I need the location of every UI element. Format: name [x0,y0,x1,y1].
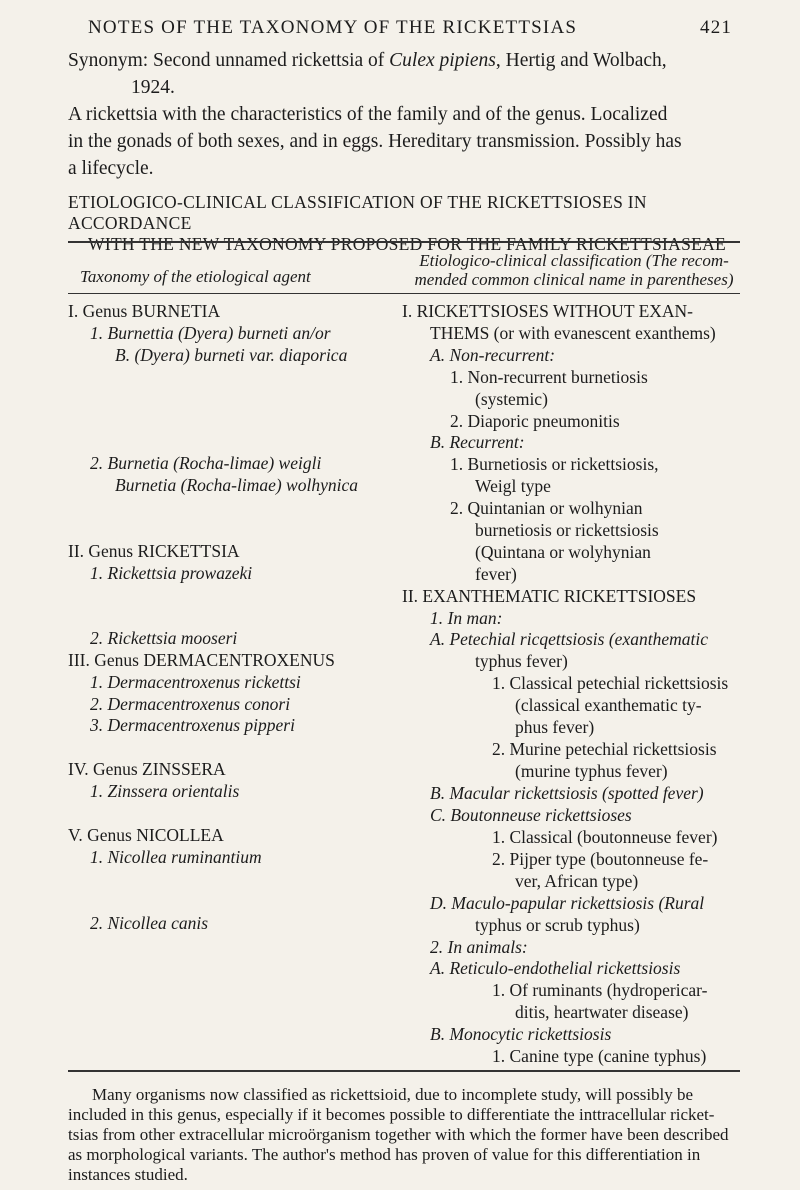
list-item: C. Boutonneuse rickettsioses [430,805,632,825]
para-line: Many organisms now classified as rickettsioid, due to incomplete study, will possibly be [92,1085,694,1104]
list-item: 2. In animals: [430,937,528,957]
list-item: III. Genus DERMACENTROXENUS [68,650,335,670]
intro-line: in the gonads of both sexes, and in eggs. Hereditary transmission. Possibly has [68,131,682,152]
list-item: 2. Nicollea canis [90,913,209,933]
list-item: 1. In man: [430,608,503,628]
intro-line: Synonym: Second unnamed rickettsia of Culex pipiens, Hertig and Wolbach, [68,50,667,71]
list-item: A. Non-recurrent: [430,345,556,365]
table-top-rule [68,241,740,243]
para-line: as morphological variants. The author's method has proven of value for this differentiation in [68,1145,701,1164]
list-item: 1. Of ruminants (hydropericar- [492,980,708,1000]
list-item: V. Genus NICOLLEA [68,825,224,845]
right-column-header: Etiologico-clinical classification (The recom- mended common clinical name in parentheses) [414,251,734,289]
table-bottom-rule [68,1070,740,1072]
list-item: 1. Burnetiosis or rickettsiosis, [450,454,659,474]
list-item: IV. Genus ZINSSERA [68,759,226,779]
list-item: THEMS (or with evanescent exanthems) [430,323,716,343]
list-item: 3. Dermacentroxenus pipperi [90,715,295,735]
list-item: B. Recurrent: [430,432,525,452]
list-item: (classical exanthematic ty- [515,695,702,715]
list-item: 1. Canine type (canine typhus) [492,1046,707,1066]
list-item: Burnetia (Rocha-limae) wolhynica [115,475,358,495]
closing-paragraph [68,1085,738,1185]
para-line: included in this genus, especially if it becomes possible to differentiate the inttracellular ricket- [68,1105,715,1124]
intro-line: 1924. [131,77,175,98]
running-title: NOTES OF THE TAXONOMY OF THE RICKETTSIAS [88,17,578,38]
intro-paragraph [68,47,738,182]
list-item: 2. Murine petechial rickettsiosis [492,739,717,759]
list-item: 2. Rickettsia mooseri [90,628,238,648]
list-item: 1. Nicollea ruminantium [90,847,262,867]
list-item: D. Maculo-papular rickettsiosis (Rural [430,893,705,913]
list-item: typhus fever) [475,651,568,671]
list-item: fever) [475,564,517,584]
list-item: 1. Classical (boutonneuse fever) [492,827,718,847]
list-item: ditis, heartwater disease) [515,1002,689,1022]
list-item: 1. Zinssera orientalis [90,781,240,801]
intro-line: A rickettsia with the characteristics of the family and of the genus. Localized [68,104,668,125]
list-item: 1. Rickettsia prowazeki [90,563,253,583]
list-item: 1. Classical petechial rickettsiosis [492,673,729,693]
list-item: (Quintana or wolyhynian [475,542,651,562]
list-item: 2. Pijper type (boutonneuse fe- [492,849,709,869]
list-item: II. Genus RICKETTSIA [68,541,240,561]
list-item: B. Macular rickettsiosis (spotted fever) [430,783,704,803]
list-item: phus fever) [515,717,595,737]
list-item: 1. Burnettia (Dyera) burneti an/or [90,323,331,343]
list-item: typhus or scrub typhus) [475,915,640,935]
list-item: Weigl type [475,476,551,496]
list-item: 2. Burnetia (Rocha-limae) weigli [90,453,322,473]
list-item: 2. Quintanian or wolhynian [450,498,643,518]
page-number: 421 [700,17,733,38]
list-item: II. EXANTHEMATIC RICKETTSIOSES [402,586,697,606]
list-item: A. Petechial ricqettsiosis (exanthematic [430,629,708,649]
list-item: burnetiosis or rickettsiosis [475,520,659,540]
list-item: 2. Diaporic pneumonitis [450,411,620,431]
table-header-rule [68,293,740,294]
left-column-header: Taxonomy of the etiological agent [80,267,311,286]
list-item: I. Genus BURNETIA [68,301,221,321]
para-line: instances studied. [68,1165,188,1184]
list-item: I. RICKETTSIOSES WITHOUT EXAN- [402,301,693,321]
list-item: B. (Dyera) burneti var. diaporica [115,345,348,365]
list-item: (systemic) [475,389,548,409]
list-item: 1. Dermacentroxenus rickettsi [90,672,301,692]
list-item: A. Reticulo-endothelial rickettsiosis [430,958,681,978]
list-item: (murine typhus fever) [515,761,668,781]
list-item: 1. Non-recurrent burnetiosis [450,367,648,387]
intro-line: a lifecycle. [68,158,154,179]
para-line: tsias from other extracellular microörganism together with which the former have been described [68,1125,729,1144]
list-item: 2. Dermacentroxenus conori [90,694,291,714]
section-heading: ETIOLOGICO-CLINICAL CLASSIFICATION OF THE RICKETTSIOSES IN ACCORDANCE WITH THE NEW TAXONOMY PROPOSED FOR THE FAMILY RICKETTSIASEAE [68,192,727,254]
list-item: B. Monocytic rickettsiosis [430,1024,612,1044]
list-item: ver, African type) [515,871,639,891]
